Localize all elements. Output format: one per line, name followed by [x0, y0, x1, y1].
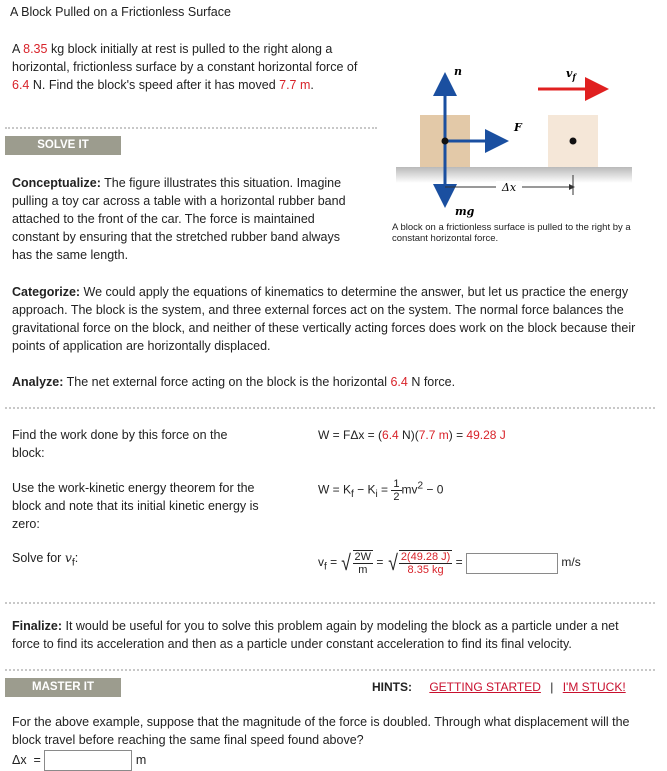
block-center-dot	[442, 138, 449, 145]
solve-step-label: Solve for $v_f$:	[12, 550, 79, 569]
master-question: For the above example, suppose that the magnitude of the force is doubled. Through what displacement will the block travel before reaching the same final speed found above?	[12, 715, 630, 747]
solve-equation: $v_f$ = √ $\frac{2W}{m}$ = √ $\frac{2(49.28 J)}{8.35 kg}$ = m/s	[318, 550, 581, 576]
f-label: F	[514, 121, 522, 134]
figure-caption: A block on a frictionless surface is pulled to the right by a constant horizontal force.	[392, 222, 631, 244]
divider	[5, 407, 655, 409]
dx-label: Δx	[501, 181, 517, 194]
page-title: A Block Pulled on a Frictionless Surface	[10, 5, 231, 19]
distance-value: 7.7 m	[279, 78, 311, 92]
theorem-equation: $W = K_f - K_i$ = $\frac{1}{2}$ $mv^2 - 0$	[318, 478, 444, 503]
mg-label: mg	[455, 205, 475, 218]
divider	[5, 669, 655, 671]
analyze-section: Analyze: The net external force acting on the block is the horizontal 6.4 N force.	[12, 375, 456, 389]
mass-value: 8.35	[23, 42, 48, 56]
theorem-step-label: Use the work-kinetic energy theorem for the block and note that its initial kinetic energy is zero:	[12, 481, 259, 531]
divider	[5, 602, 655, 604]
vf-answer-input[interactable]	[466, 553, 558, 574]
finalize-section: Finalize: It would be useful for you to solve this problem again by modeling the block as a particle under a net force to find its acceleration and then as a particle under constant acceleration to find its final velocity.	[12, 619, 619, 651]
work-result: 49.28 J	[466, 428, 506, 442]
work-equation: W = FΔx = (6.4 N)(7.7 m) = 49.28 J	[318, 428, 506, 442]
divider	[5, 127, 377, 129]
n-label: n	[454, 65, 462, 78]
block-figure	[388, 55, 648, 220]
problem-statement: A 8.35 kg block initially at rest is pulled to the right along a horizontal, frictionless surface by a constant horizontal force of 6.4 N. Find the block's speed after it has moved 7.7 m.	[12, 42, 358, 92]
vf-label: $v_f$	[566, 67, 576, 82]
im-stuck-link[interactable]: I'M STUCK!	[562, 680, 626, 694]
categorize-section: Categorize: We could apply the equations of kinematics to determine the answer, but let us practice the energy approach. The block is the system, and three external forces act on the system. The normal force balances the gravitational force on the block, and neither of these vertically acting forces does work on the block because their points of application are horizontally displaced.	[12, 285, 636, 353]
dx-answer-row: Δx = m	[12, 750, 146, 771]
vf-unit: m/s	[561, 555, 581, 570]
master-it-header: MASTER IT	[5, 678, 121, 697]
final-center-dot	[570, 138, 577, 145]
work-step-label: Find the work done by this force on the block:	[12, 428, 228, 460]
conceptualize-section: Conceptualize: The figure illustrates this situation. Imagine pulling a toy car across a table with a horizontal rubber band attached to the front of the car. The force is maintained constant by ensuring that the stretched rubber band always has the same length.	[12, 176, 346, 262]
getting-started-link[interactable]: GETTING STARTED	[429, 680, 541, 694]
dx-answer-input[interactable]	[44, 750, 132, 771]
force-value: 6.4	[12, 78, 30, 92]
hints-bar: HINTS: GETTING STARTED | I'M STUCK!	[372, 680, 626, 694]
solve-it-header: SOLVE IT	[5, 136, 121, 155]
